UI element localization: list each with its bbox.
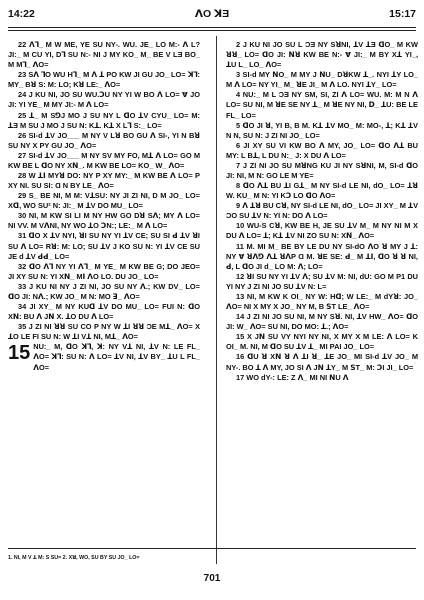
- verse-paragraph: 30 NI, M KW SI LI M NY HW GO Dꓤ Sꓥ; MY ꓥ LO= NI VV. M VꓥNI, NY WO ꓕO ꓛN:; LE:_ M ꓥ LO=: [8, 211, 200, 231]
- verse-paragraph: 32 ꓷO ꓥꓶ NY YI ꓥꓶ_ M YE_ M KW BE G; DO JEO= JI XY SU N: YI Xꓠ_ Mꓲ ꓥO LO. DU JO_ LO=: [8, 261, 200, 281]
- right-text-column: [226, 40, 418, 545]
- verse-paragraph: 23 Sꓥ ꓶO WU Hꓶ_ M ꓥ ꓕ PO KW JI GU JO_ LO= ꓘꓶ: MY_ Bꓤ S: M: LO; Kꓤ LE:_ ꓥO=: [8, 70, 200, 90]
- verse-paragraph: 3 SI-d MY ꓠO_ M MY J ꓠU_ DꓤKW ꓕ_. NYI ꓕY LO_ M ꓥ LO= NY YI_ M_ ꓤE JI_ M ꓥ LO. NYI ꓕY_ LO=: [226, 70, 418, 90]
- header-book-title: ꓥO ꓘƎ: [194, 8, 230, 20]
- chapter-block: [8, 342, 200, 372]
- verse-paragraph: 35 J ZI NI ꓤꓤ SU CO P NY W ꓕI ꓤꓤ ƆE Mꓕ_ ꓥO= X ꓕO LE FI SU N: W ꓕI Vꓕ NI, Mꓕ_ ꓥO=: [8, 322, 200, 342]
- verse-paragraph: 16 ꓷU ꓤ Xꓠ ꓤ ꓥ ꓕI ꓤ_ ꓕE JO_ MI SI-d ꓕV JO_ M NY-. BO ꓕ ꓥ MY, JO SI ꓥ Jꓠ ꓕY_ M ꓢT_ M: ꓛI JI_ LO=: [226, 352, 418, 372]
- verse-paragraph: 31 ꓷO X ꓕV NYI, ꓤI SU NY YI ꓕV CE; SU SI ꓒ ꓕV ꓤI SU ꓥ LO= Rꓤ: M: LO; SU ꓕV J KO SU N: YI ꓕV CE SU JE d ꓕV ꓒꓒ_ LO=: [8, 231, 200, 261]
- verse-paragraph: 10 WU-S Cꓤ, KW BE H, JE SU ꓕV M_ M NY NI M X DU ꓥ LO= ꓕ; Kꓕ ꓕV NI ZO SU N: Xꓠ_ ꓥO=: [226, 221, 418, 241]
- verse-paragraph: 26 SI-d ꓕV JO___ M NY V Lꓤ BO GU ꓥ SI-, YI N Bꓤ SU NY X PY GU JO_ ꓥO=: [8, 130, 200, 150]
- verse-paragraph: 4 NU:_ M L ƆƎ NY SM, SI, ZI ꓥ LO= WU. M: M N ꓥ LO= SU NI, M ꓤE SE NY ꓕ_ M ꓤE NY NI, ꓓ_ ꓕU: BE LE FL_ LO=: [226, 90, 418, 120]
- header-left-time: 14:22: [8, 8, 35, 20]
- header-rule: [8, 27, 416, 28]
- header-rule-secondary: [8, 30, 416, 31]
- verse-paragraph: 17 WO dY-: LE: Z ꓥ_ MI NI ꓠU ꓥ: [236, 372, 349, 382]
- verse-paragraph: 14 J ZI NI JO SU NI, M NY Sꓤ. NI, ꓕV HW_ ꓥO= ꓷO JI: W_ ꓥO= SU NI, DO MO: ꓕ.; ꓥO=: [226, 312, 418, 332]
- page-number: 701: [203, 573, 221, 584]
- verse-paragraph: 24 J KU NI, JO SU WU.ꓛU NY YI W BO ꓥ LO= Ɐ JO JI: YI YE_ M MY JI:- M ꓥ LO=: [8, 90, 200, 110]
- verse-paragraph: 8 ꓷO ꓥꓕ BU ꓕI Gꓕ_ M NY SI-d LE NI, dO_ LO= ꓕꓤ W. KU_ M N: YI Kꓛ LO ꓷO ꓥO=: [226, 181, 418, 201]
- verse-paragraph: 13 NI, M KW K OI_ NY W: Hꓷ; W LE:_ M dYꓤ: JO_ ꓥO= NI X MY X JO_ NY M, B ꓢT LE_ ꓥO=: [226, 291, 418, 312]
- verse-paragraph: 15 X Jꓠ SU VY NYI NY NI, X MY X M LE: ꓥ LO= K OI_ M. NI, M ꓷO SU ꓕV ꓕ_ MI PAI JO_ LO=: [226, 332, 418, 352]
- left-text-column: [8, 40, 200, 545]
- verse-paragraph: 34 JI XY_ M NY KUꓷ ꓕV DO MU_ LO= FUI N: ꓷO Xꓠ: BU ꓥ Jꓠ X. ꓕO DU ꓥ LO=: [8, 302, 200, 322]
- chapter-number: 15: [8, 342, 31, 365]
- verse-paragraph: 9 ꓥ ꓕꓤ BU Cꓤ, NY SI-d LE NI, dO_ LO= JI XY_ M ꓕV ƆO SU ꓕV N: YI N: DO ꓥ LO=: [226, 201, 418, 221]
- footnote-rule: [8, 548, 416, 549]
- chapter-opening-text: NU:_ M, ꓷO ꓘꓶ, ꓘ: NY Vꓕ NI, ꓕV N: LE FL_ ꓥO= ꓘꓶ: SU N: ꓥ LO= ꓕV NI, ꓕV BY_ ꓕU L FL_ ꓥO=: [33, 342, 200, 372]
- verse-paragraph: 25 ꓕ_ M SꓨJ MO J SU NY L ꓷO ꓕV CYU_ LO= M: ꓕƎ M SU J MO J SU N: Kꓕ. Kꓕ X Lꓶ S:_ LO=: [8, 110, 200, 130]
- verse-paragraph: 6 JI XY SU VI KW BO ꓥ MY, JO_ LO= ꓷO ꓥꓕ BU MY: L Bꓕ, L DU N:_ J: X DU ꓥ LO=: [226, 140, 418, 160]
- verse-paragraph: 22 ꓥꓶ_ M W ME, YE SU NY-. WU. JE_ LO M:- ꓥ L? JI:_ M CU YI, Dꓶ SU N:- NI J MY KO_ M_ BE V LƎ BO_ M Mꓶ_ ꓥO=: [8, 40, 200, 70]
- verse-paragraph: 12 ꓤI SU NY YI ꓕV ꓥ; SU ꓕV M: NI, dU: GO M P1 DU YI NY J ZI NI JO SU ꓕV N: L=: [226, 271, 418, 291]
- header-right-time: 15:17: [389, 8, 416, 20]
- verse-paragraph: 27 SI-d ꓕV JO___ M NY SV MY FO, Mꓕ ꓥ LO= GO M KW BE L ꓷO NY Xꓠ_. M KW BE LO= KO_ W_ ꓥO=: [8, 150, 200, 170]
- column-divider: [216, 36, 217, 564]
- verse-paragraph: 29 S_ BE NI, M M: VꓕSU: NY JI ZI NI, D M JO_ LO= Xꓷ, WO SU² N: JI:_ M ꓕV DO MU_ LO=: [8, 191, 200, 211]
- verse-paragraph: 28 W ꓕꓲ MYꓤ DO: NY P XY MY:_ M KW BE ꓥ LO= P XY NI. SU SI: Ɑ N BY LE_ ꓥO=: [8, 171, 200, 191]
- verse-paragraph: 2 J KU NI JO SU L ƆƎ NY SꓤNI, ꓕV ꓕƎ ꓷO_ M KW ꓤꓤ_ LO= ꓷO JI: ꓠꓤ KW BE N:- Ɐ JI:_ M BY Xꓕ YI_, ꓕU L_ LO_ ꓥO=: [226, 40, 418, 70]
- footnote: 1. NI, M V ꓕ M: S SU= 2. Xꓤ, WO, SU BY SU JO_ LO=: [8, 555, 140, 561]
- verse-paragraph: 5 ꓷO JI ꓤ, YI B, B M. Kꓕ ꓕV MO_ M: MO-, ꓕ; Kꓕ ꓕV N N, SU N: J ZI NI JO_ LO=: [226, 120, 418, 140]
- verse-paragraph: 11 M. MI M_ BE BY LE DU NY SI-dO ꓥO ꓤ MY J ꓕ: NY Ɐ ꓤꓥꓨ ꓥꓕ ꓤꓥP Ɑ M. ꓤE SE: ꓒ_ M ꓕꓲ, ꓷO ꓤ ꓤ NI, ꓒ, L ꓷO JI d_ LO M: ꓥ; LO=: [226, 241, 418, 271]
- verse-paragraph: 33 J KU NI NY J ZI NI, JO SU NY ꓥ.; KW DV_ LO= ꓷO JI: Nꓥ.; KW JO_ M N: MO ꓱ_ ꓥO=: [8, 281, 200, 301]
- verse-paragraph: 7 J ZI NI JO SU MꓤNG KU JI NY SꓤNI, M, SI-d ꓷO JI: NI, M N: GO LE M YE=: [226, 160, 418, 181]
